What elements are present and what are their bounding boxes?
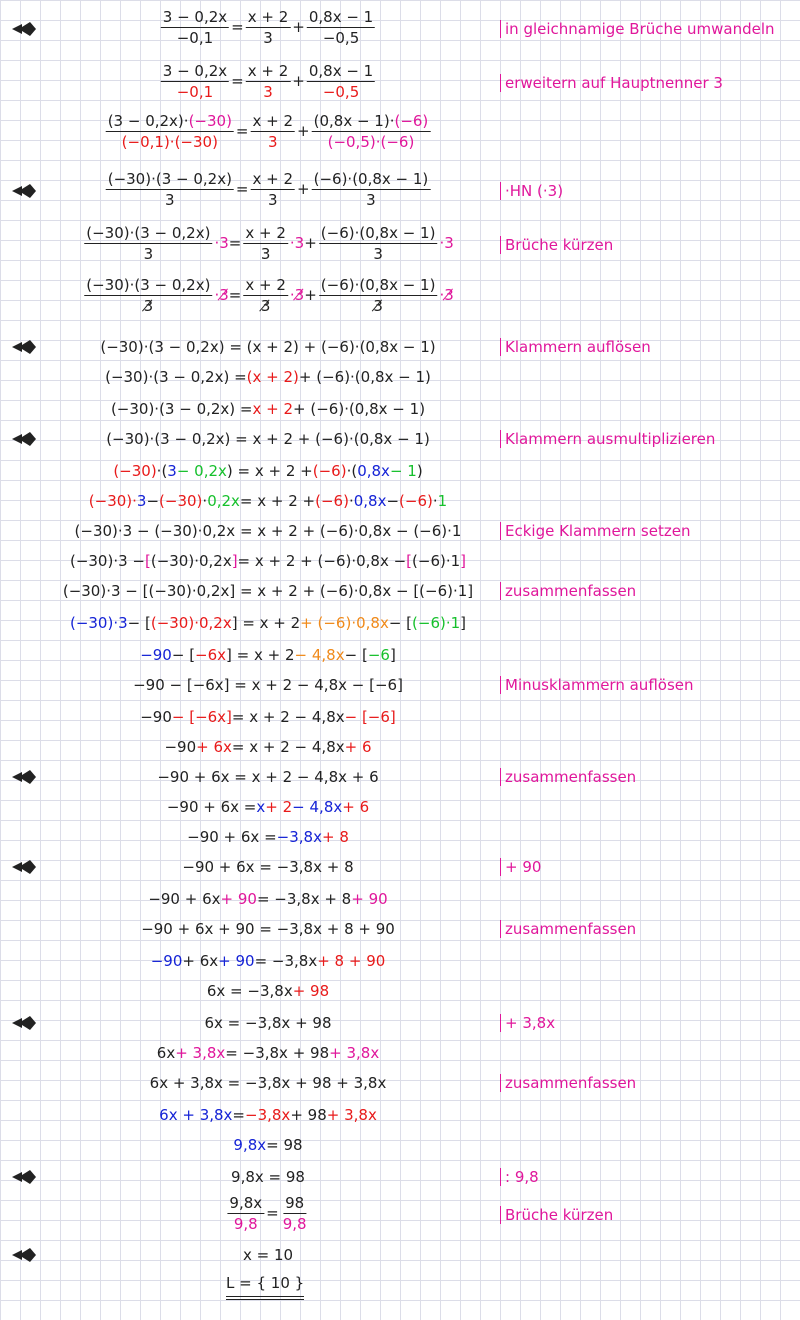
equation-step <box>157 768 378 786</box>
equation-step <box>89 492 447 510</box>
term: (−30)·3 − <box>69 552 145 570</box>
equation-step <box>233 1136 302 1154</box>
term: − 1 <box>389 462 417 480</box>
equation-step <box>82 224 454 263</box>
term: + 90 <box>351 890 388 908</box>
term: (0,8x − 1)· <box>313 112 395 130</box>
term: + <box>292 72 305 90</box>
term: 3 <box>143 245 154 263</box>
term: 0,2x <box>207 492 240 510</box>
term: + (−6)·0,8x <box>300 614 389 632</box>
term: x + 2 <box>252 400 294 418</box>
term: −90 − [−6x] = x + 2 − 4,8x − [−6] <box>133 676 403 694</box>
fraction <box>84 276 212 315</box>
term: (−30) <box>188 112 232 130</box>
term: (−30)·0,2x <box>150 614 232 632</box>
term: ·( <box>156 462 168 480</box>
step-marker-icon <box>10 1168 38 1186</box>
equation-step <box>104 112 433 151</box>
step-annotation: : 9,8 <box>500 1168 539 1186</box>
term: 3 − 0,2x <box>162 8 228 26</box>
term: − [ <box>171 646 196 664</box>
term: −90 + 6x = x + 2 − 4,8x + 6 <box>157 768 379 786</box>
term: + <box>292 18 305 36</box>
term: 98 <box>285 1194 305 1212</box>
equation-step <box>100 338 435 356</box>
term: 6x + 3,8x = −3,8x + 98 + 3,8x <box>149 1074 387 1092</box>
equation-step <box>75 522 462 540</box>
term: −90 <box>150 952 183 970</box>
fraction <box>319 276 438 315</box>
term: 6x <box>156 1044 176 1062</box>
term: (−6)·(0,8x − 1) <box>320 276 436 294</box>
solution-set-text: L = { 10 } <box>226 1274 305 1292</box>
term: 3 <box>136 492 147 510</box>
term: (−30)·(3 − 0,2x) <box>86 276 211 294</box>
term: + 8 <box>321 828 349 846</box>
term: (−30) <box>159 492 203 510</box>
term: − 0,2x <box>176 462 227 480</box>
term: 3 <box>263 29 273 47</box>
equation-step <box>113 462 422 480</box>
equation-step <box>207 982 329 1000</box>
term: − [−6x] <box>171 708 232 726</box>
term: + 90 <box>220 890 257 908</box>
term: −0,1 <box>176 29 214 47</box>
term: + 2 <box>265 798 293 816</box>
term: = x + 2 + (−6)·0,8x − <box>237 552 407 570</box>
term: = <box>235 180 249 198</box>
term: 9,8 <box>282 1215 307 1233</box>
term: 0,8x − 1 <box>308 62 374 80</box>
equation-step <box>157 1044 379 1062</box>
term: −3,8x <box>245 1106 291 1124</box>
term: (3 − 0,2x)· <box>107 112 189 130</box>
step-annotation: + 90 <box>500 858 541 876</box>
term: = x + 2 + <box>239 492 316 510</box>
step-marker-icon <box>10 1014 38 1032</box>
solution-set <box>226 1274 304 1292</box>
term: + 6x <box>182 952 219 970</box>
term: ·3 <box>439 234 454 252</box>
term: = <box>235 122 249 140</box>
term: + 98 <box>290 1106 327 1124</box>
term: − 4,8x <box>294 646 345 664</box>
term: −90 <box>140 646 172 664</box>
term: = <box>266 1204 279 1222</box>
term: −90 + 6x = <box>187 828 277 846</box>
term: −90 <box>164 738 197 756</box>
term: − [ <box>388 614 413 632</box>
term: −6x <box>195 646 227 664</box>
term: = <box>228 286 242 304</box>
fraction <box>84 224 212 263</box>
term: x + 2 <box>245 224 286 242</box>
term: + <box>297 122 310 140</box>
term: (−30)·3 − [(−30)·0,2x] = x + 2 + (−6)·0,8x − [(−6)·1] <box>62 582 474 600</box>
fraction <box>319 224 438 263</box>
term: (−30)·(3 − 0,2x) = x + 2 + (−6)·(0,8x − 1) <box>106 430 430 448</box>
term: −6 <box>367 646 390 664</box>
term: ] <box>389 646 396 664</box>
equation-step <box>159 8 377 47</box>
term: 3 <box>366 191 376 209</box>
term: (x + 2) <box>246 368 299 386</box>
step-annotation: erweitern auf Hauptnenner 3 <box>500 74 723 92</box>
term: (−30)·(3 − 0,2x) = <box>105 368 247 386</box>
term: 6x + 3,8x <box>159 1106 233 1124</box>
term: −3,8x <box>276 828 322 846</box>
term: 9,8x = 98 <box>231 1168 305 1186</box>
term: = <box>231 18 244 36</box>
fraction <box>106 170 234 209</box>
term: (−30) <box>113 462 157 480</box>
step-annotation: zusammenfassen <box>500 582 636 600</box>
term: −0,1 <box>176 83 214 101</box>
term: ] <box>231 552 238 570</box>
term: (−0,5)·(−6) <box>327 133 415 151</box>
equation-step <box>167 798 369 816</box>
equation-step <box>182 858 353 876</box>
term: x = 10 <box>242 1246 294 1264</box>
term: 9,8 <box>233 1215 258 1233</box>
term: 1 <box>437 492 448 510</box>
step-marker-icon <box>10 338 38 356</box>
fraction <box>106 112 234 151</box>
term: = <box>228 234 242 252</box>
equation-step <box>243 1246 293 1264</box>
term: · <box>202 492 208 510</box>
term: = −3,8x <box>254 952 318 970</box>
step-annotation: zusammenfassen <box>500 768 636 786</box>
term: · <box>348 492 354 510</box>
term: + 6 <box>344 738 372 756</box>
term: + 98 <box>292 982 330 1000</box>
term: (−6)·(0,8x − 1) <box>320 224 436 242</box>
equation-step <box>164 738 371 756</box>
term: (−30)·0,2x <box>150 552 232 570</box>
term: − [ <box>344 646 368 664</box>
step-annotation: Brüche kürzen <box>500 1206 613 1224</box>
term: −90 + 6x + 90 = −3,8x + 8 + 90 <box>141 920 395 938</box>
term: 3̸ <box>260 297 271 315</box>
equation-step <box>140 646 396 664</box>
term: (−6) <box>312 462 347 480</box>
term: [ <box>144 552 151 570</box>
fraction <box>161 62 229 101</box>
term: −90 <box>140 708 172 726</box>
term: (−30)·(3 − 0,2x) <box>86 224 211 242</box>
term: [ <box>406 552 413 570</box>
term: 0,8x <box>357 462 390 480</box>
equation-step <box>151 952 386 970</box>
equation-step <box>140 708 396 726</box>
term: ] = x + 2 <box>226 646 295 664</box>
term: (−30)· <box>88 492 137 510</box>
term: (−6) <box>399 492 433 510</box>
term: + (−6)·(0,8x − 1) <box>293 400 426 418</box>
term: = <box>232 1106 246 1124</box>
equation-step <box>159 1106 377 1124</box>
term: −0,5 <box>322 29 360 47</box>
term: (−30)·3 <box>69 614 128 632</box>
term: 3 <box>373 245 383 263</box>
equation-step <box>111 400 425 418</box>
term: ·( <box>346 462 358 480</box>
equation-step <box>82 276 454 315</box>
equation-step <box>141 920 395 938</box>
fraction <box>251 112 296 151</box>
step-marker-icon <box>10 858 38 876</box>
term: (−30)·(3 − 0,2x) = (x + 2) + (−6)·(0,8x − 1) <box>100 338 436 356</box>
term: 3 <box>260 245 271 263</box>
step-annotation: Eckige Klammern setzen <box>500 522 690 540</box>
equation-step <box>225 1194 310 1233</box>
term: x + 2 <box>247 62 289 80</box>
step-annotation: Minusklammern auflösen <box>500 676 694 694</box>
term: = 98 <box>266 1136 303 1154</box>
equation-step <box>187 828 349 846</box>
term: x + 2 <box>247 8 289 26</box>
term: + 3,8x <box>175 1044 226 1062</box>
term: ·3̸ <box>214 286 229 304</box>
equation-step <box>231 1168 305 1186</box>
term: + 90 <box>218 952 255 970</box>
term: ] <box>460 614 467 632</box>
term: + 6 <box>342 798 370 816</box>
fraction <box>246 62 291 101</box>
term: (−30)·3 − (−30)·0,2x = x + 2 + (−6)·0,8x − (−6)·1 <box>74 522 462 540</box>
term: + 8 + 90 <box>317 952 386 970</box>
term: −0,5 <box>322 83 360 101</box>
fraction <box>161 8 229 47</box>
term: −90 + 6x = −3,8x + 8 <box>182 858 354 876</box>
equation-step <box>133 676 403 694</box>
step-annotation: zusammenfassen <box>500 1074 636 1092</box>
term: = −3,8x + 8 <box>256 890 352 908</box>
term: 3 − 0,2x <box>162 62 228 80</box>
term: ) = x + 2 + <box>226 462 313 480</box>
term: − <box>386 492 400 510</box>
term: − [ <box>127 614 151 632</box>
term: (−6)·1 <box>412 552 461 570</box>
term: + 6x <box>196 738 232 756</box>
term: ] <box>460 552 467 570</box>
term: ·3 <box>289 234 305 252</box>
term: 3 <box>165 191 175 209</box>
term: · <box>432 492 438 510</box>
step-annotation: Klammern ausmultiplizieren <box>500 430 715 448</box>
fraction <box>307 8 375 47</box>
fraction <box>312 170 431 209</box>
term: −90 + 6x = <box>166 798 257 816</box>
term: ] = x + 2 <box>231 614 301 632</box>
term: = <box>231 72 244 90</box>
term: x + 2 <box>252 170 294 188</box>
term: − [−6] <box>344 708 396 726</box>
fraction <box>307 62 375 101</box>
term: 0,8x <box>353 492 387 510</box>
term: + <box>297 180 310 198</box>
term: x + 2 <box>245 276 286 294</box>
term: 3̸ <box>143 297 154 315</box>
term: 3 <box>167 462 177 480</box>
step-marker-icon <box>10 430 38 448</box>
term: (−30)·(3 − 0,2x) <box>107 170 232 188</box>
step-marker-icon <box>10 1246 38 1264</box>
term: x <box>256 798 266 816</box>
term: = −3,8x + 98 <box>225 1044 330 1062</box>
term: ·3 <box>214 234 229 252</box>
equation-step <box>70 552 466 570</box>
term: 3 <box>267 133 278 151</box>
step-marker-icon <box>10 20 38 38</box>
equation-step <box>70 614 466 632</box>
equation-step <box>204 1014 331 1032</box>
step-annotation: + 3,8x <box>500 1014 555 1032</box>
term: 0,8x − 1 <box>308 8 374 26</box>
fraction <box>281 1194 309 1233</box>
fraction <box>243 224 288 263</box>
term: ·3̸ <box>439 286 454 304</box>
term: + <box>304 234 317 252</box>
fraction <box>246 8 291 47</box>
term: ) <box>416 462 423 480</box>
step-annotation: in gleichnamige Brüche umwandeln <box>500 20 775 38</box>
step-marker-icon <box>10 182 38 200</box>
equation-step <box>159 62 377 101</box>
term: (−30)·(3 − 0,2x) = <box>110 400 253 418</box>
term: 3 <box>267 191 278 209</box>
term: (−6)·(0,8x − 1) <box>313 170 429 188</box>
term: 6x = −3,8x <box>206 982 293 1000</box>
equation-step <box>104 170 433 209</box>
term: − <box>146 492 160 510</box>
equation-step <box>105 368 431 386</box>
term: − 4,8x <box>292 798 343 816</box>
term: x + 2 <box>252 112 294 130</box>
step-marker-icon <box>10 768 38 786</box>
fraction <box>251 170 296 209</box>
term: = x + 2 − 4,8x <box>231 738 345 756</box>
term: + <box>304 286 317 304</box>
term: (−0,1)·(−30) <box>121 133 218 151</box>
term: = x + 2 − 4,8x <box>231 708 345 726</box>
term: + 3,8x <box>329 1044 380 1062</box>
term: (−6) <box>315 492 349 510</box>
term: ·3̸ <box>289 286 305 304</box>
step-annotation: Klammern auflösen <box>500 338 651 356</box>
term: 3̸ <box>373 297 383 315</box>
equation-step <box>106 430 430 448</box>
term: −90 + 6x <box>148 890 221 908</box>
equation-step <box>63 582 473 600</box>
term: 9,8x <box>233 1136 267 1154</box>
equation-step <box>150 1074 387 1092</box>
fraction <box>227 1194 264 1233</box>
term: (−6)·1 <box>412 614 461 632</box>
term: 3 <box>263 83 273 101</box>
fraction <box>243 276 288 315</box>
step-annotation: ·HN (·3) <box>500 182 563 200</box>
term: + (−6)·(0,8x − 1) <box>298 368 431 386</box>
term: (−6) <box>394 112 429 130</box>
step-annotation: Brüche kürzen <box>500 236 613 254</box>
fraction <box>312 112 431 151</box>
step-annotation: zusammenfassen <box>500 920 636 938</box>
equation-step <box>148 890 387 908</box>
term: 9,8x <box>229 1194 263 1212</box>
term: 6x = −3,8x + 98 <box>204 1014 332 1032</box>
term: + 3,8x <box>326 1106 377 1124</box>
